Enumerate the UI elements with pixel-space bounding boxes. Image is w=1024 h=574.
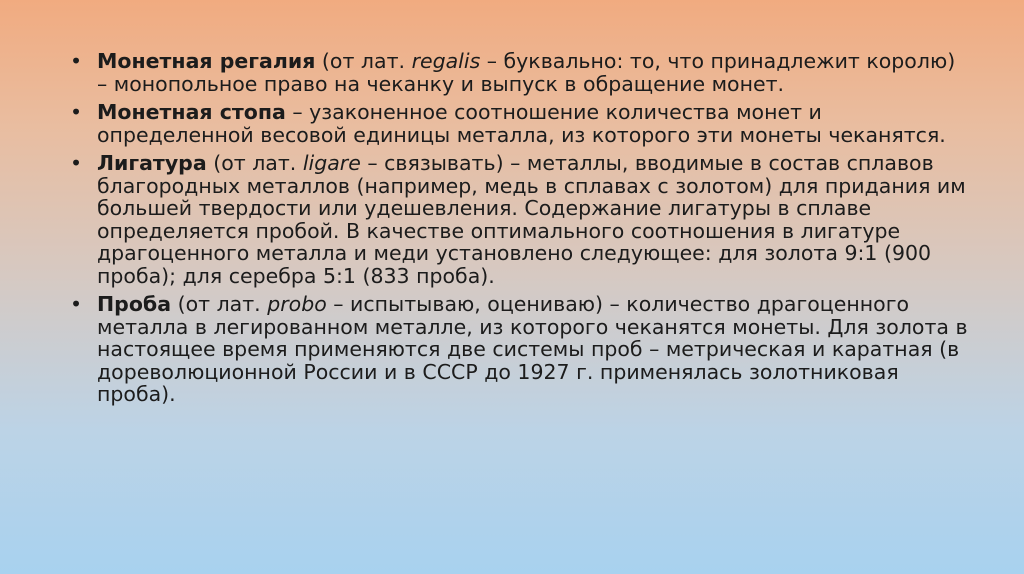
definition-text: (от лат. — [171, 292, 268, 316]
term-ligature: Лигатура — [97, 151, 207, 175]
latin-word: regalis — [411, 49, 481, 73]
bullet-item-assay — [70, 293, 970, 406]
bullet-dot-icon: • — [70, 49, 83, 73]
bullet-item-coin-regalia — [70, 50, 970, 95]
definition-text: – испытываю, оцениваю) – количество драгоценного металла в легированном металле, из которого чеканятся монеты. Для золота в настоящее время применяются две системы проб – метрическая и каратная (в дореволюционной России и в СССР до 1927 г. применялась золотниковая проба). — [97, 292, 968, 406]
bullet-item-coin-standard — [70, 101, 970, 146]
bullet-dot-icon: • — [70, 151, 83, 175]
definition-text: – буквально: то, что принадлежит королю) – монопольное право на чеканку и выпуск в обращение монет. — [97, 49, 956, 96]
term-coin-standard: Монетная стопа — [97, 100, 286, 124]
term-assay: Проба — [97, 292, 172, 316]
definition-text: (от лат. — [206, 151, 303, 175]
definition-text: – узаконенное соотношение количества монет и определенной весовой единицы металла, из которого эти монеты чеканятся. — [97, 100, 946, 147]
bullet-dot-icon: • — [70, 292, 83, 316]
term-coin-regalia: Монетная регалия — [97, 49, 316, 73]
bullet-item-ligature — [70, 152, 970, 287]
bullet-list — [70, 50, 970, 406]
latin-word: ligare — [302, 151, 361, 175]
definition-text: (от лат. — [315, 49, 412, 73]
latin-word: probo — [267, 292, 327, 316]
definition-text: – связывать) – металлы, вводимые в состав сплавов благородных металлов (например, медь в сплавах с золотом) для придания им большей твердости или удешевления. Содержание лигатуры в сплаве определяется пробой. В качестве оптимального соотношения в лигатуре драгоценного металла и меди установлено следующее: для золота 9:1 (900 проба); для серебра 5:1 (833 проба). — [97, 151, 966, 288]
slide-content — [70, 50, 970, 412]
bullet-dot-icon: • — [70, 100, 83, 124]
